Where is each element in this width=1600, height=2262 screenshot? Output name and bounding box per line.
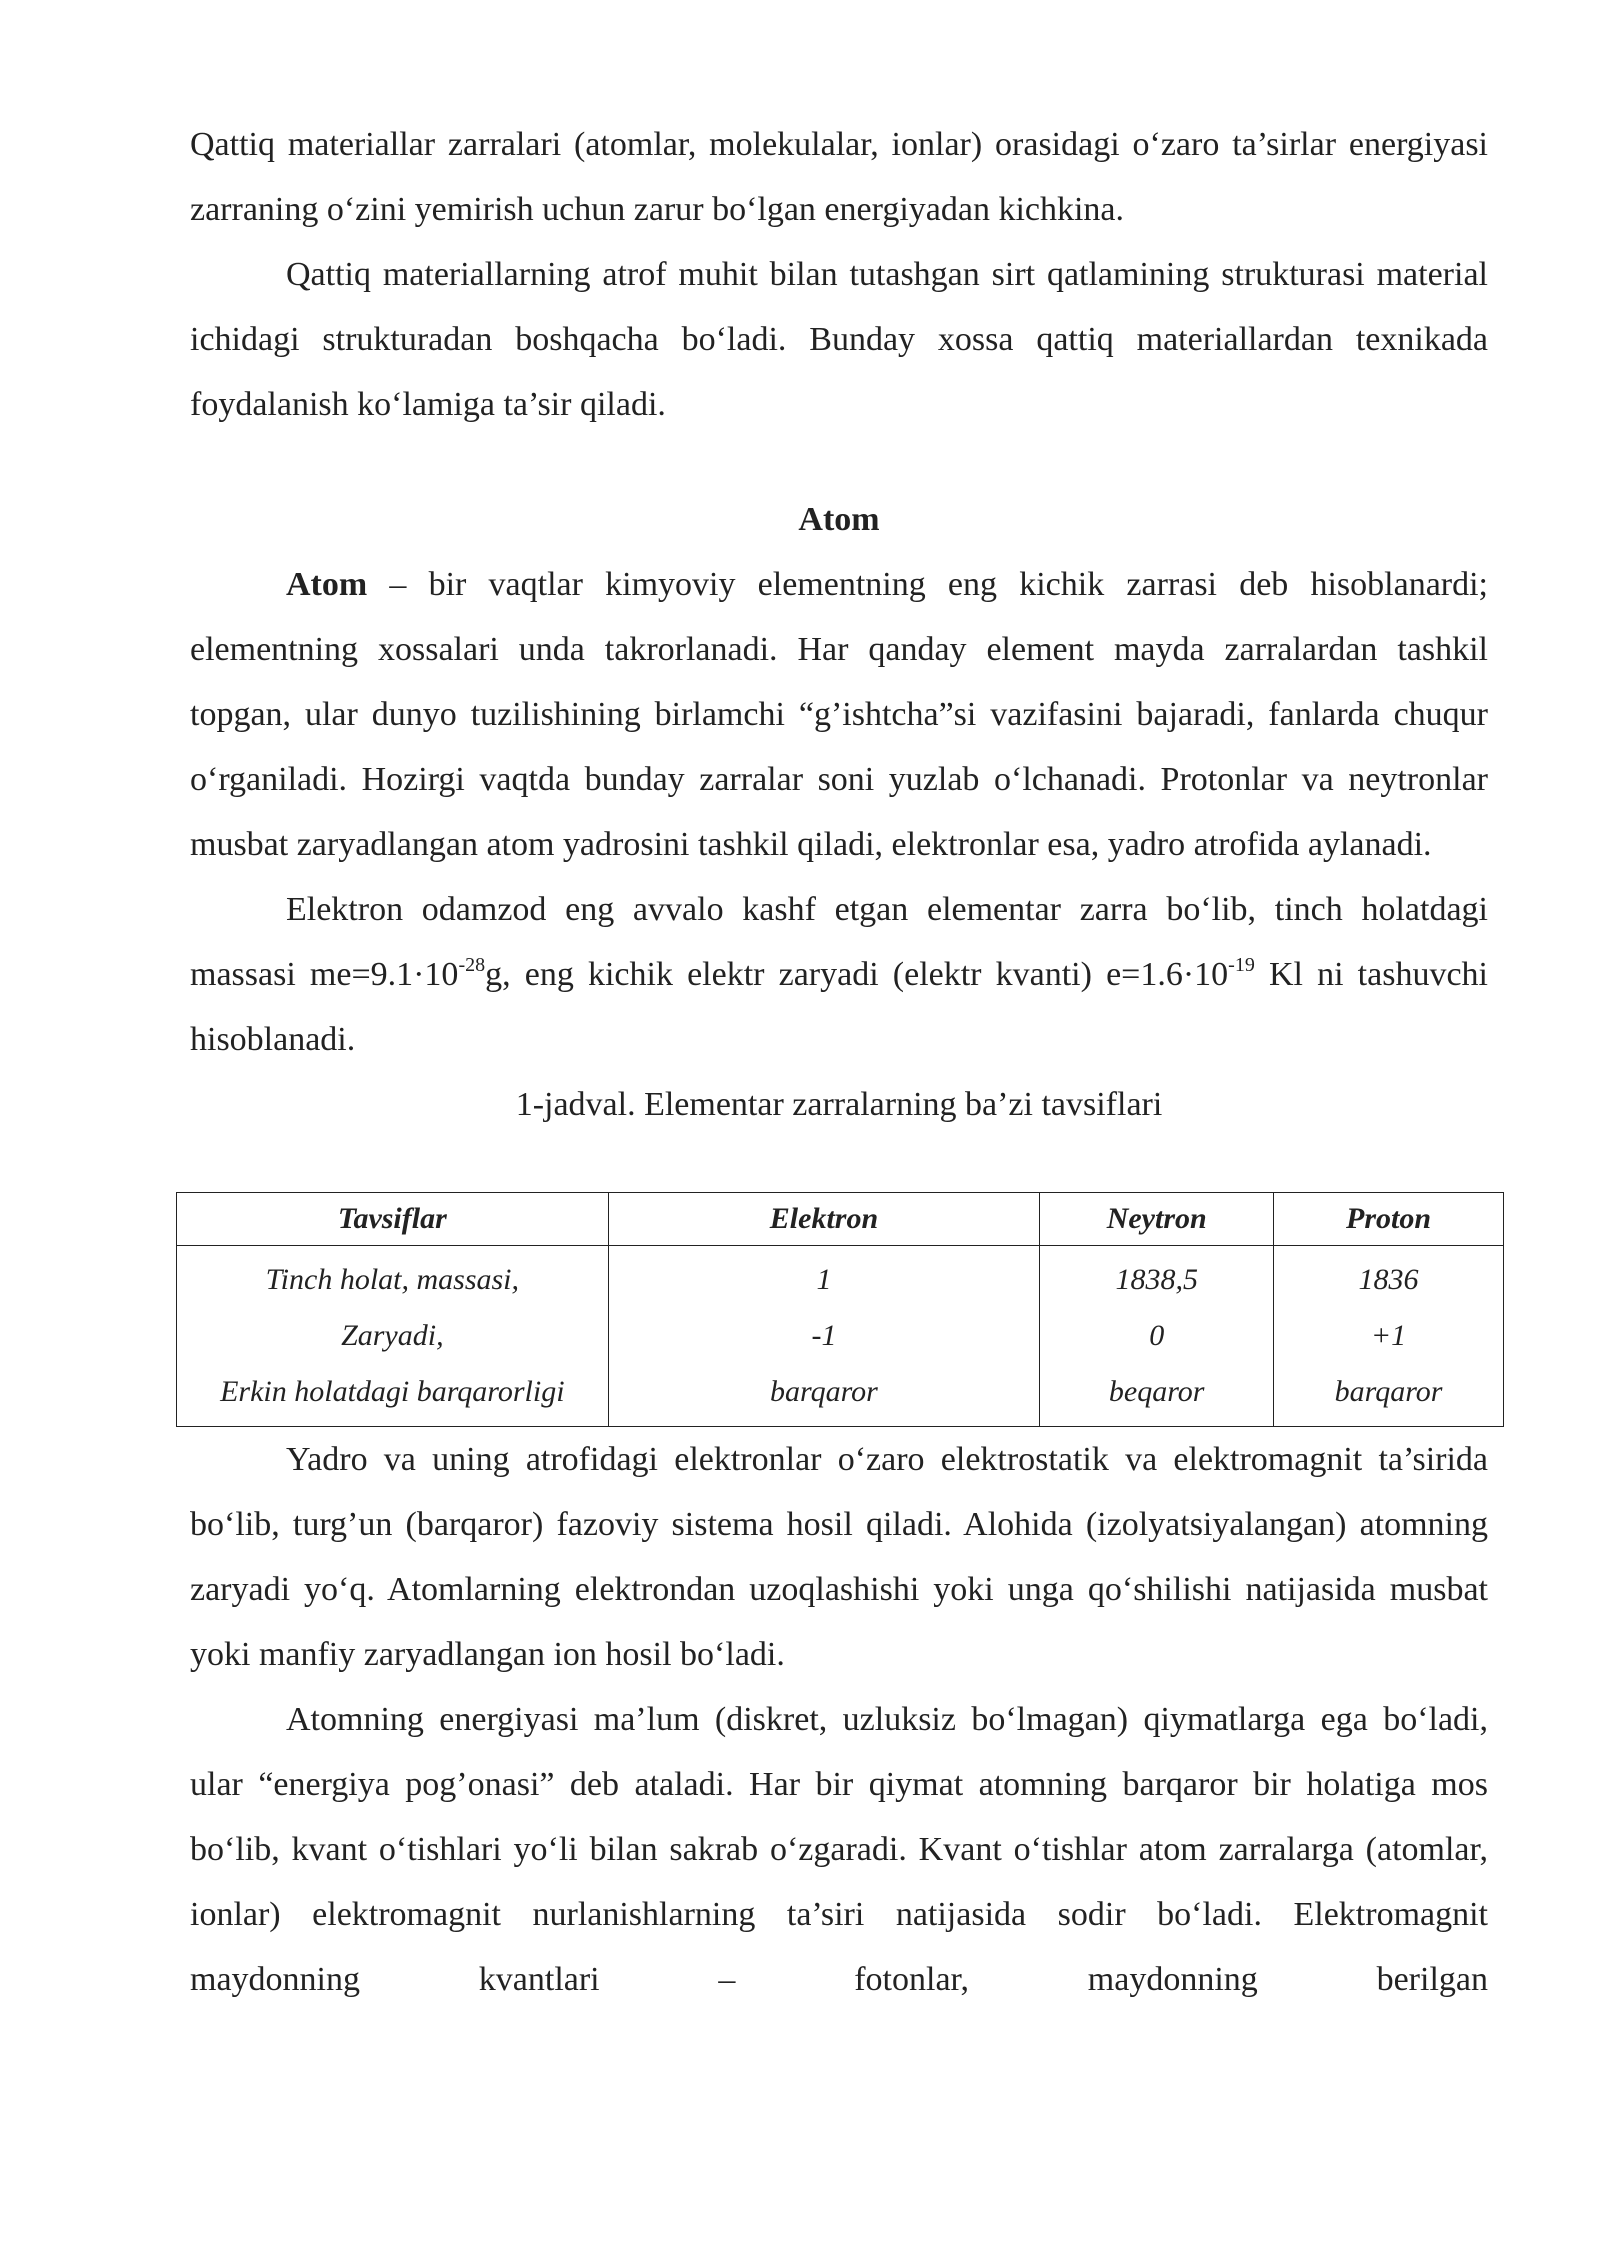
table-cell: 0 <box>1040 1308 1274 1364</box>
paragraph-atom-definition <box>190 552 1488 877</box>
section-heading: Atom <box>798 501 880 538</box>
electron-text-c: Kl ni tashuvchi hisoblanadi. <box>190 956 1488 1058</box>
table-row <box>177 1308 1504 1364</box>
table-row <box>177 1246 1504 1309</box>
header-cell: Tavsiflar <box>177 1193 609 1246</box>
text-block <box>190 112 1488 2012</box>
table-container <box>176 1192 1504 1427</box>
table-caption: 1-jadval. Elementar zarralarning ba’zi tavsiflari <box>515 1086 1163 1123</box>
electron-text-a: Elektron odamzod eng avvalo kashf etgan elementar zarra bo‘lib, tinch holatdagi massasi me=9.1·10 <box>190 891 1488 993</box>
header-cell: Elektron <box>608 1193 1040 1246</box>
table-cell: -1 <box>608 1308 1040 1364</box>
table-cell: Tinch holat, massasi, <box>177 1246 609 1309</box>
table-cell: +1 <box>1274 1308 1504 1364</box>
paragraph-nucleus: Yadro va uning atrofidagi elektronlar o‘zaro elektrostatik va elektromagnit ta’sirida bo‘lib, turg’un (barqaror) fazoviy sistema hosil qiladi. Alohida (izolyatsiyalangan) atomning zaryadi yo‘q. Atomlarning elektrondan uzoqlashishi yoki unga qo‘shilishi natijasida musbat yoki manfiy zaryadlangan ion hosil bo‘ladi. <box>190 1441 1488 1673</box>
paragraph-energy-levels: Atomning energiyasi ma’lum (diskret, uzluksiz bo‘lmagan) qiymatlarga ega bo‘ladi, ular “energiya pog’onasi” deb ataladi. Har bir qiymat atomning barqaror bir holatiga mos bo‘lib, kvant o‘tishlari yo‘li bilan sakrab o‘zgaradi. Kvant o‘tishlar atom zarralarga (atomlar, ionlar) elektromagnit nurlanishlarning ta’siri natijasida sodir bo‘ladi. Elektromagnit maydonning kvantlari – fotonlar, maydonning berilgan <box>190 1701 1488 1998</box>
paragraph-surface-layer: Qattiq materiallarning atrof muhit bilan tutashgan sirt qatlamining strukturasi material ichidagi strukturadan boshqacha bo‘ladi. Bunday xossa qattiq materiallardan texnikada foydalanish ko‘lamiga ta’sir qiladi. <box>190 256 1488 423</box>
atom-term: Atom <box>286 566 368 603</box>
particles-table <box>176 1192 1504 1427</box>
table-cell: 1836 <box>1274 1246 1504 1309</box>
table-cell: barqaror <box>608 1364 1040 1427</box>
mass-exponent: -28 <box>458 954 486 976</box>
table-cell: Zaryadi, <box>177 1308 609 1364</box>
header-cell: Proton <box>1274 1193 1504 1246</box>
electron-text-b: g, eng kichik elektr zaryadi (elektr kvanti) e=1.6·10 <box>485 956 1229 993</box>
header-cell: Neytron <box>1040 1193 1274 1246</box>
table-cell: beqaror <box>1040 1364 1274 1427</box>
atom-definition-text: – bir vaqtlar kimyoviy elementning eng kichik zarrasi deb hisoblanardi; elementning xossalari unda takrorlanadi. Har qanday element mayda zarralardan tashkil topgan, ular dunyo tuzilishining birlamchi “g’ishtcha”si vazifasini bajaradi, fanlarda chuqur o‘rganiladi. Hozirgi vaqtda bunday zarralar soni yuzlab o‘lchanadi. Protonlar va neytronlar musbat zaryadlangan atom yadrosini tashkil qiladi, elektronlar esa, yadro atrofida aylanadi. <box>190 566 1488 863</box>
charge-exponent: -19 <box>1228 954 1255 976</box>
table-cell: 1 <box>608 1246 1040 1309</box>
table-cell: 1838,5 <box>1040 1246 1274 1309</box>
table-row <box>177 1364 1504 1427</box>
paragraph-electron <box>190 877 1488 1072</box>
table-cell: Erkin holatdagi barqarorligi <box>177 1364 609 1427</box>
paragraph-intro: Qattiq materiallar zarralari (atomlar, molekulalar, ionlar) orasidagi o‘zaro ta’sirlar energiyasi zarraning o‘zini yemirish uchun zarur bo‘lgan energiyadan kichkina. <box>190 126 1488 228</box>
table-header-row <box>177 1193 1504 1246</box>
table-cell: barqaror <box>1274 1364 1504 1427</box>
